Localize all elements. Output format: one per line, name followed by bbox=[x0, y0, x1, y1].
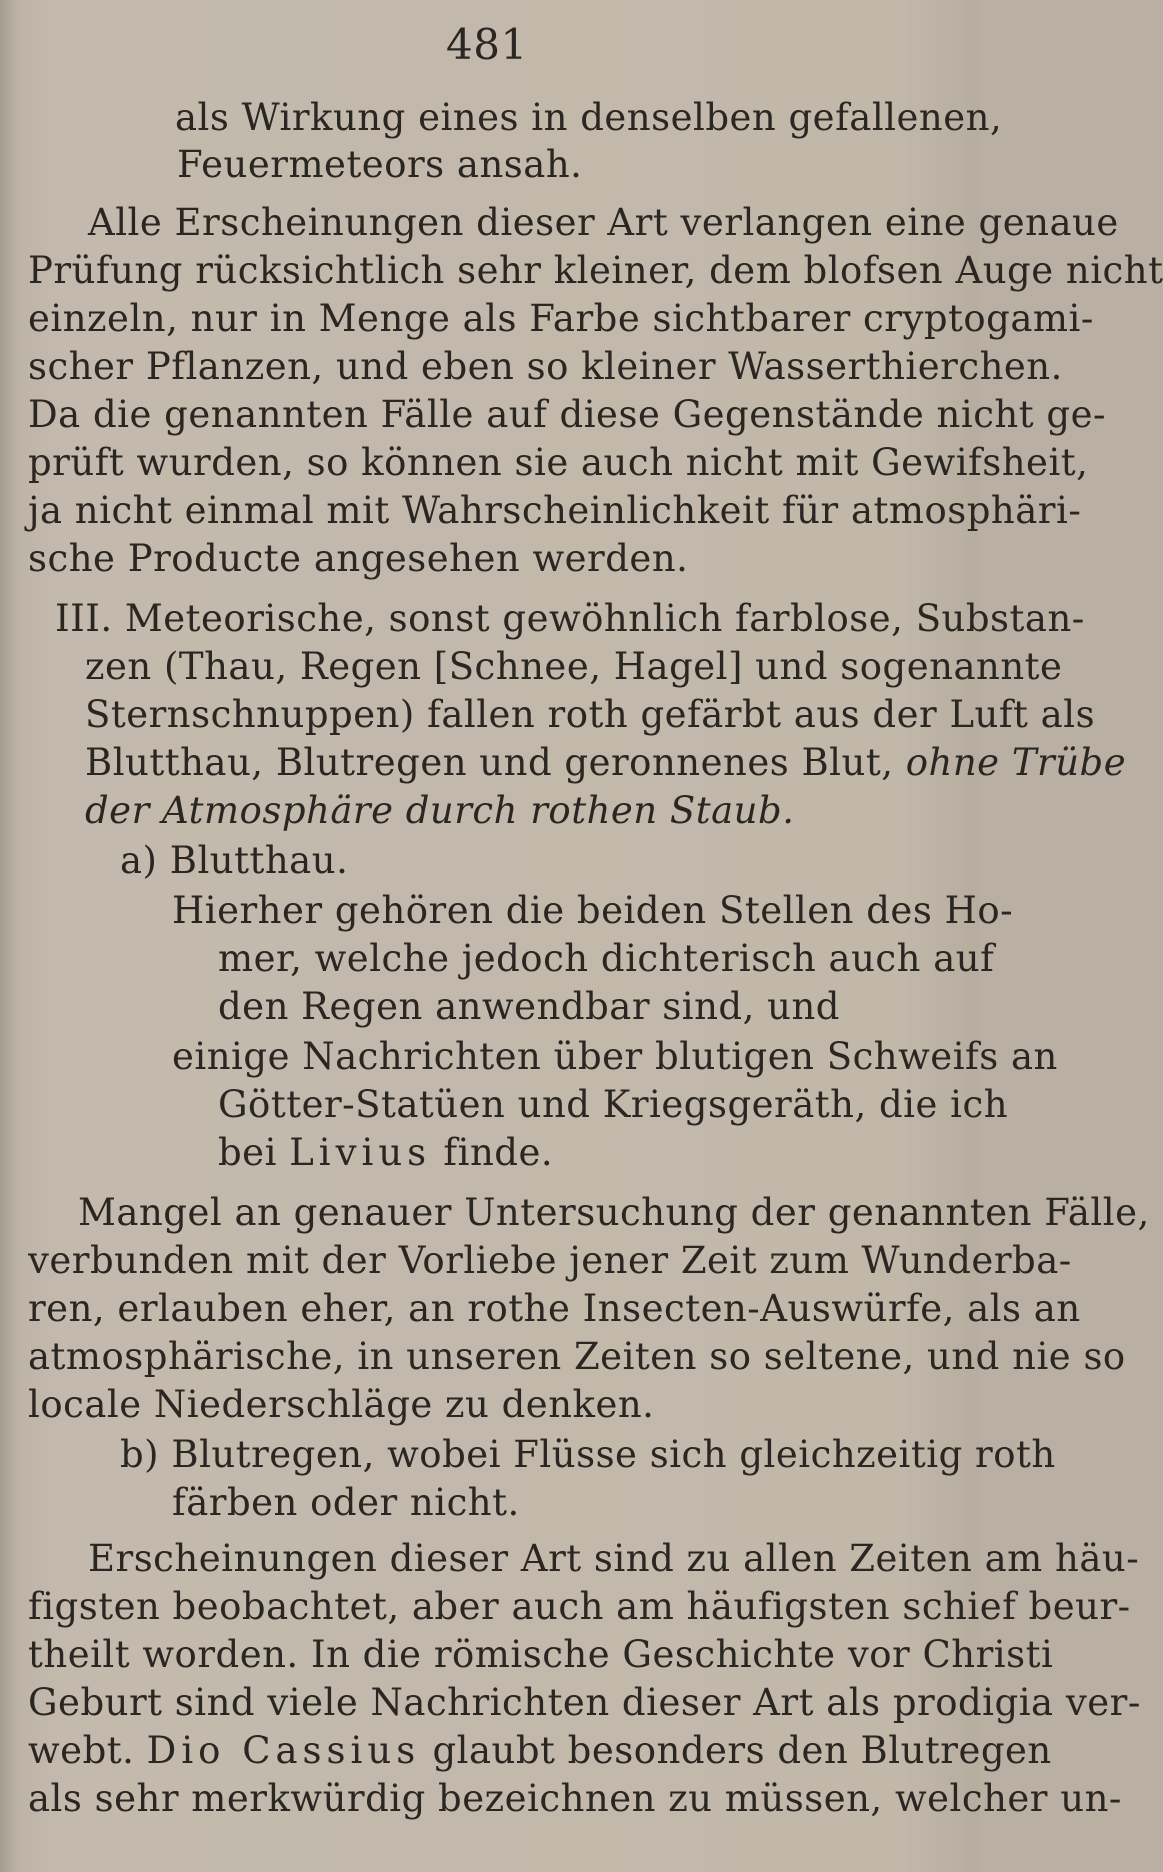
spaced-name: Livius bbox=[289, 1131, 432, 1174]
text-line: Geburt sind viele Nachrichten dieser Art als prodigia ver- bbox=[28, 1681, 1141, 1724]
text-line: Alle Erscheinungen dieser Art verlangen eine genaue bbox=[88, 201, 1119, 244]
text-line: einige Nachrichten über blutigen Schweifs an bbox=[172, 1035, 1058, 1078]
text-line: Hierher gehören die beiden Stellen des Ho- bbox=[172, 889, 1014, 932]
text-line: atmosphärische, in unseren Zeiten so seltene, und nie so bbox=[28, 1335, 1126, 1378]
text-line: prüft wurden, so können sie auch nicht mit Gewifsheit, bbox=[28, 441, 1089, 484]
text-span: bei bbox=[218, 1131, 277, 1174]
text-line: Götter-Statüen und Kriegsgeräth, die ich bbox=[218, 1083, 1009, 1126]
text-line: färben oder nicht. bbox=[172, 1481, 520, 1524]
text-line bbox=[218, 1130, 553, 1176]
text-line bbox=[85, 740, 1126, 786]
subsection-heading: a) Blutthau. bbox=[120, 839, 349, 882]
text-line: den Regen anwendbar sind, und bbox=[218, 985, 840, 1028]
text-line: figsten beobachtet, aber auch am häufigsten schief beur- bbox=[28, 1585, 1131, 1628]
text-line: verbunden mit der Vorliebe jener Zeit zum Wunderba- bbox=[28, 1239, 1072, 1282]
text-line: ja nicht einmal mit Wahrscheinlichkeit für atmosphäri- bbox=[28, 489, 1082, 532]
text-line: ren, erlauben eher, an rothe Insecten-Auswürfe, als an bbox=[28, 1287, 1081, 1330]
text-line: Prüfung rücksichtlich sehr kleiner, dem blofsen Auge nicht bbox=[28, 249, 1163, 292]
text-line: theilt worden. In die römische Geschichte vor Christi bbox=[28, 1633, 1054, 1676]
page-number: 481 bbox=[446, 20, 528, 69]
spaced-name: Dio Cassius bbox=[146, 1729, 421, 1772]
text-line: als sehr merkwürdig bezeichnen zu müssen, welcher un- bbox=[28, 1777, 1122, 1820]
text-line bbox=[28, 1728, 1052, 1774]
text-line: mer, welche jedoch dichterisch auch auf bbox=[218, 937, 995, 980]
text-span: Blutthau, Blutregen und geronnenes Blut, bbox=[85, 741, 894, 784]
text-line: Sternschnuppen) fallen roth gefärbt aus der Luft als bbox=[85, 693, 1096, 736]
text-line: zen (Thau, Regen [Schnee, Hagel] und sogenannte bbox=[85, 645, 1063, 688]
text-span: glaubt besonders den Blutregen bbox=[432, 1729, 1052, 1772]
text-line: scher Pflanzen, und eben so kleiner Wasserthierchen. bbox=[28, 345, 1063, 388]
section-heading-line: III. Meteorische, sonst gewöhnlich farblose, Substan- bbox=[55, 597, 1085, 640]
subsection-heading: b) Blutregen, wobei Flüsse sich gleichzeitig roth bbox=[120, 1433, 1056, 1476]
text-line: einzeln, nur in Menge als Farbe sichtbarer cryptogami- bbox=[28, 297, 1094, 340]
text-span: finde. bbox=[443, 1131, 554, 1174]
text-line: Mangel an genauer Untersuchung der genannten Fälle, bbox=[78, 1191, 1150, 1234]
text-line: der Atmosphäre durch rothen Staub. bbox=[85, 789, 795, 832]
text-line: als Wirkung eines in denselben gefallenen, bbox=[175, 96, 1003, 139]
text-line: Feuermeteors ansah. bbox=[177, 143, 583, 186]
text-line: locale Niederschläge zu denken. bbox=[28, 1383, 655, 1426]
italic-span: ohne Trübe bbox=[905, 741, 1127, 784]
text-line: sche Producte angesehen werden. bbox=[28, 537, 689, 580]
text-span: webt. bbox=[28, 1729, 135, 1772]
text-line: Da die genannten Fälle auf diese Gegenstände nicht ge- bbox=[28, 393, 1106, 436]
text-line: Erscheinungen dieser Art sind zu allen Zeiten am häu- bbox=[88, 1537, 1140, 1580]
